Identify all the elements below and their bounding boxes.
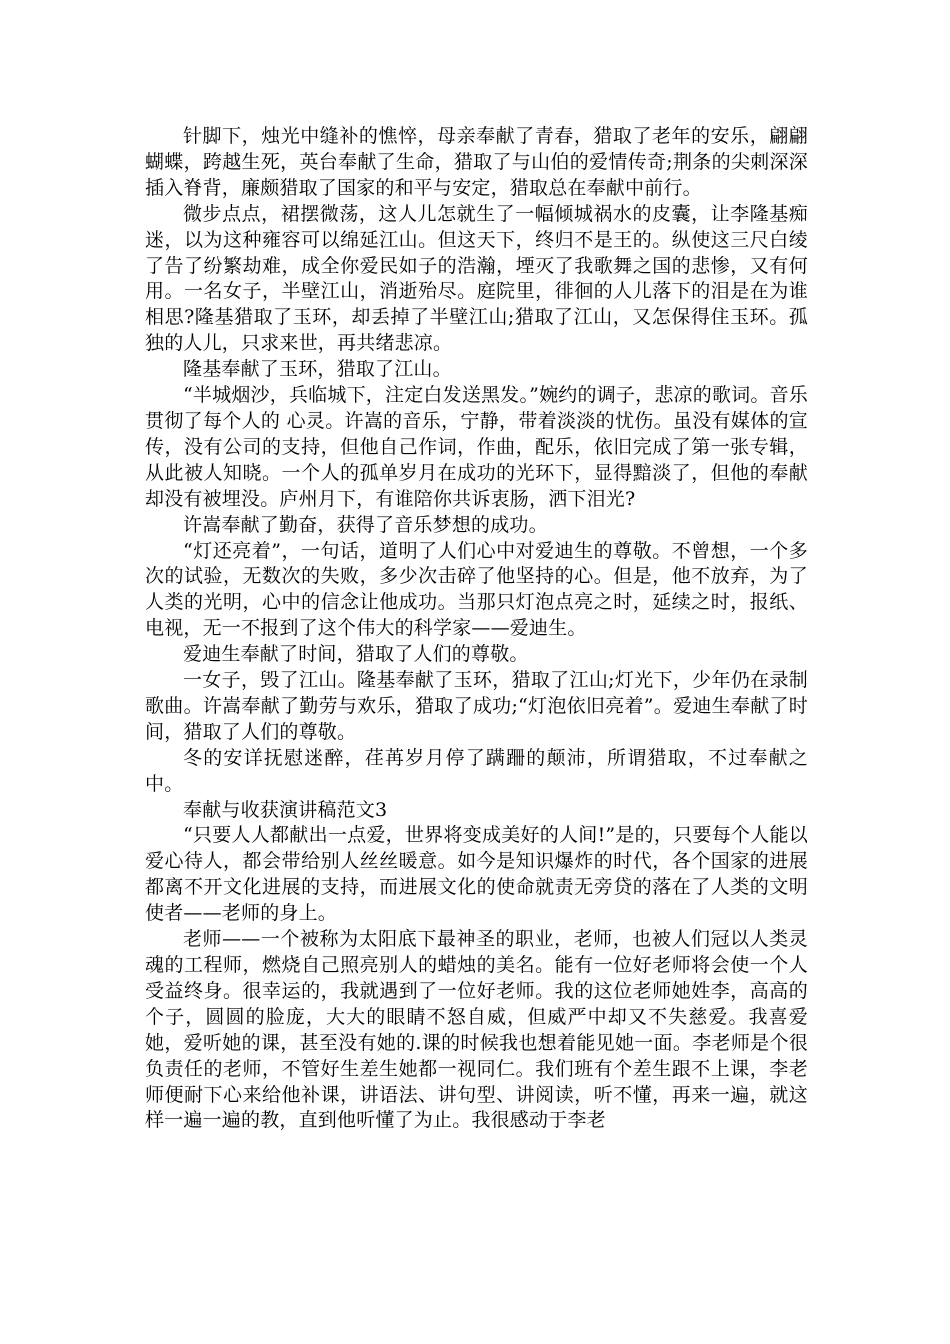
paragraph-yang-guifei: 微步点点，裙摆微荡，这人儿怎就生了一幅倾城祸水的皮囊，让李隆基痴迷，以为这种雍容可以绵延江山。但这天下，终归不是王的。纵使这三尺白绫了告了纷繁劫难，成全你爱民如子的浩瀚，堙灭了我歌舞之国的悲惨，又有何用。一名女子，半壁江山，消逝殆尽。庭院里，徘徊的人儿落下的泪是在为谁相思?隆基猎取了玉环，却丢掉了半壁江山;猎取了江山，又怎保得住玉环。孤独的人儿，只求来世，再共绪悲凉。	[145, 202, 808, 355]
paragraph-recap: 一女子，毁了江山。隆基奉献了玉环，猎取了江山;灯光下，少年仍在录制歌曲。许嵩奉献了勤劳与欢乐，猎取了成功;“灯泡依旧亮着”。爱迪生奉献了时间，猎取了人们的尊敬。	[145, 669, 808, 743]
document-body	[145, 124, 808, 1134]
paragraph-conclusion: 冬的安详抚慰迷醉，荏苒岁月停了蹒跚的颠沛，所谓猎取，不过奉献之中。	[145, 746, 808, 795]
paragraph-love-quote: “只要人人都献出一点爱，世界将变成美好的人间!”是的，只要每个人能以爱心待人，都会带给别人丝丝暖意。如今是知识爆炸的时代，各个国家的进展都离不开文化进展的支持，而进展文化的使命就责无旁贷的落在了人类的文明使者——老师的身上。	[145, 824, 808, 925]
paragraph-edison: “灯还亮着”，一句话，道明了人们心中对爱迪生的尊敬。不曾想，一个多次的试验，无数次的失败，多少次击碎了他坚持的心。但是，他不放弃，为了人类的光明，心中的信念让他成功。当那只灯泡点亮之时，延续之时，报纸、电视，无一不报到了这个伟大的科学家——爱迪生。	[145, 539, 808, 640]
paragraph-xusong: “半城烟沙，兵临城下，注定白发送黑发。”婉约的调子，悲凉的歌词。音乐贯彻了每个人的 心灵。许嵩的音乐，宁静，带着淡淡的忧伤。虽没有媒体的宣传，没有公司的支持，但他自己作词，作曲，配乐，依旧完成了第一张专辑，从此被人知晓。一个人的孤单岁月在成功的光环下，显得黯淡了，但他的奉献却没有被埋没。庐州月下，有谁陪你共诉衷肠，洒下泪光?	[145, 384, 808, 510]
paragraph-edison-summary: 爱迪生奉献了时间，猎取了人们的尊敬。	[183, 643, 529, 666]
paragraph-sacrifice-intro: 针脚下，烛光中缝补的憔悴，母亲奉献了青春，猎取了老年的安乐，翩翩蝴蝶，跨越生死，英台奉献了生命，猎取了与山伯的爱情传奇;荆条的尖刺深深插入脊背，廉颇猎取了国家的和平与安定，猎取总在奉献中前行。	[145, 125, 808, 199]
paragraph-xusong-summary: 许嵩奉献了勤奋，获得了音乐梦想的成功。	[183, 513, 548, 536]
paragraph-longji-summary: 隆基奉献了玉环，猎取了江山。	[183, 358, 452, 381]
section-heading: 奉献与收获演讲稿范文3	[183, 798, 388, 821]
paragraph-teacher: 老师——一个被称为太阳底下最神圣的职业，老师，也被人们冠以人类灵魂的工程师，燃烧自己照亮别人的蜡烛的美名。能有一位好老师将会使一个人受益终身。很幸运的，我就遇到了一位好老师。我的这位老师她姓李，高高的个子，圆圆的脸庞，大大的眼睛不怒自威，但威严中却又不失慈爱。我喜爱她，爱听她的课，甚至没有她的.课的时候我也想着能见她一面。李老师是个很负责任的老师，不管好生差生她都一视同仁。我们班有个差生跟不上课，李老师便耐下心来给他补课，讲语法、讲句型、讲阅读，听不懂，再来一遍，就这样一遍一遍的教，直到他听懂了为止。我很感动于李老	[145, 928, 808, 1132]
